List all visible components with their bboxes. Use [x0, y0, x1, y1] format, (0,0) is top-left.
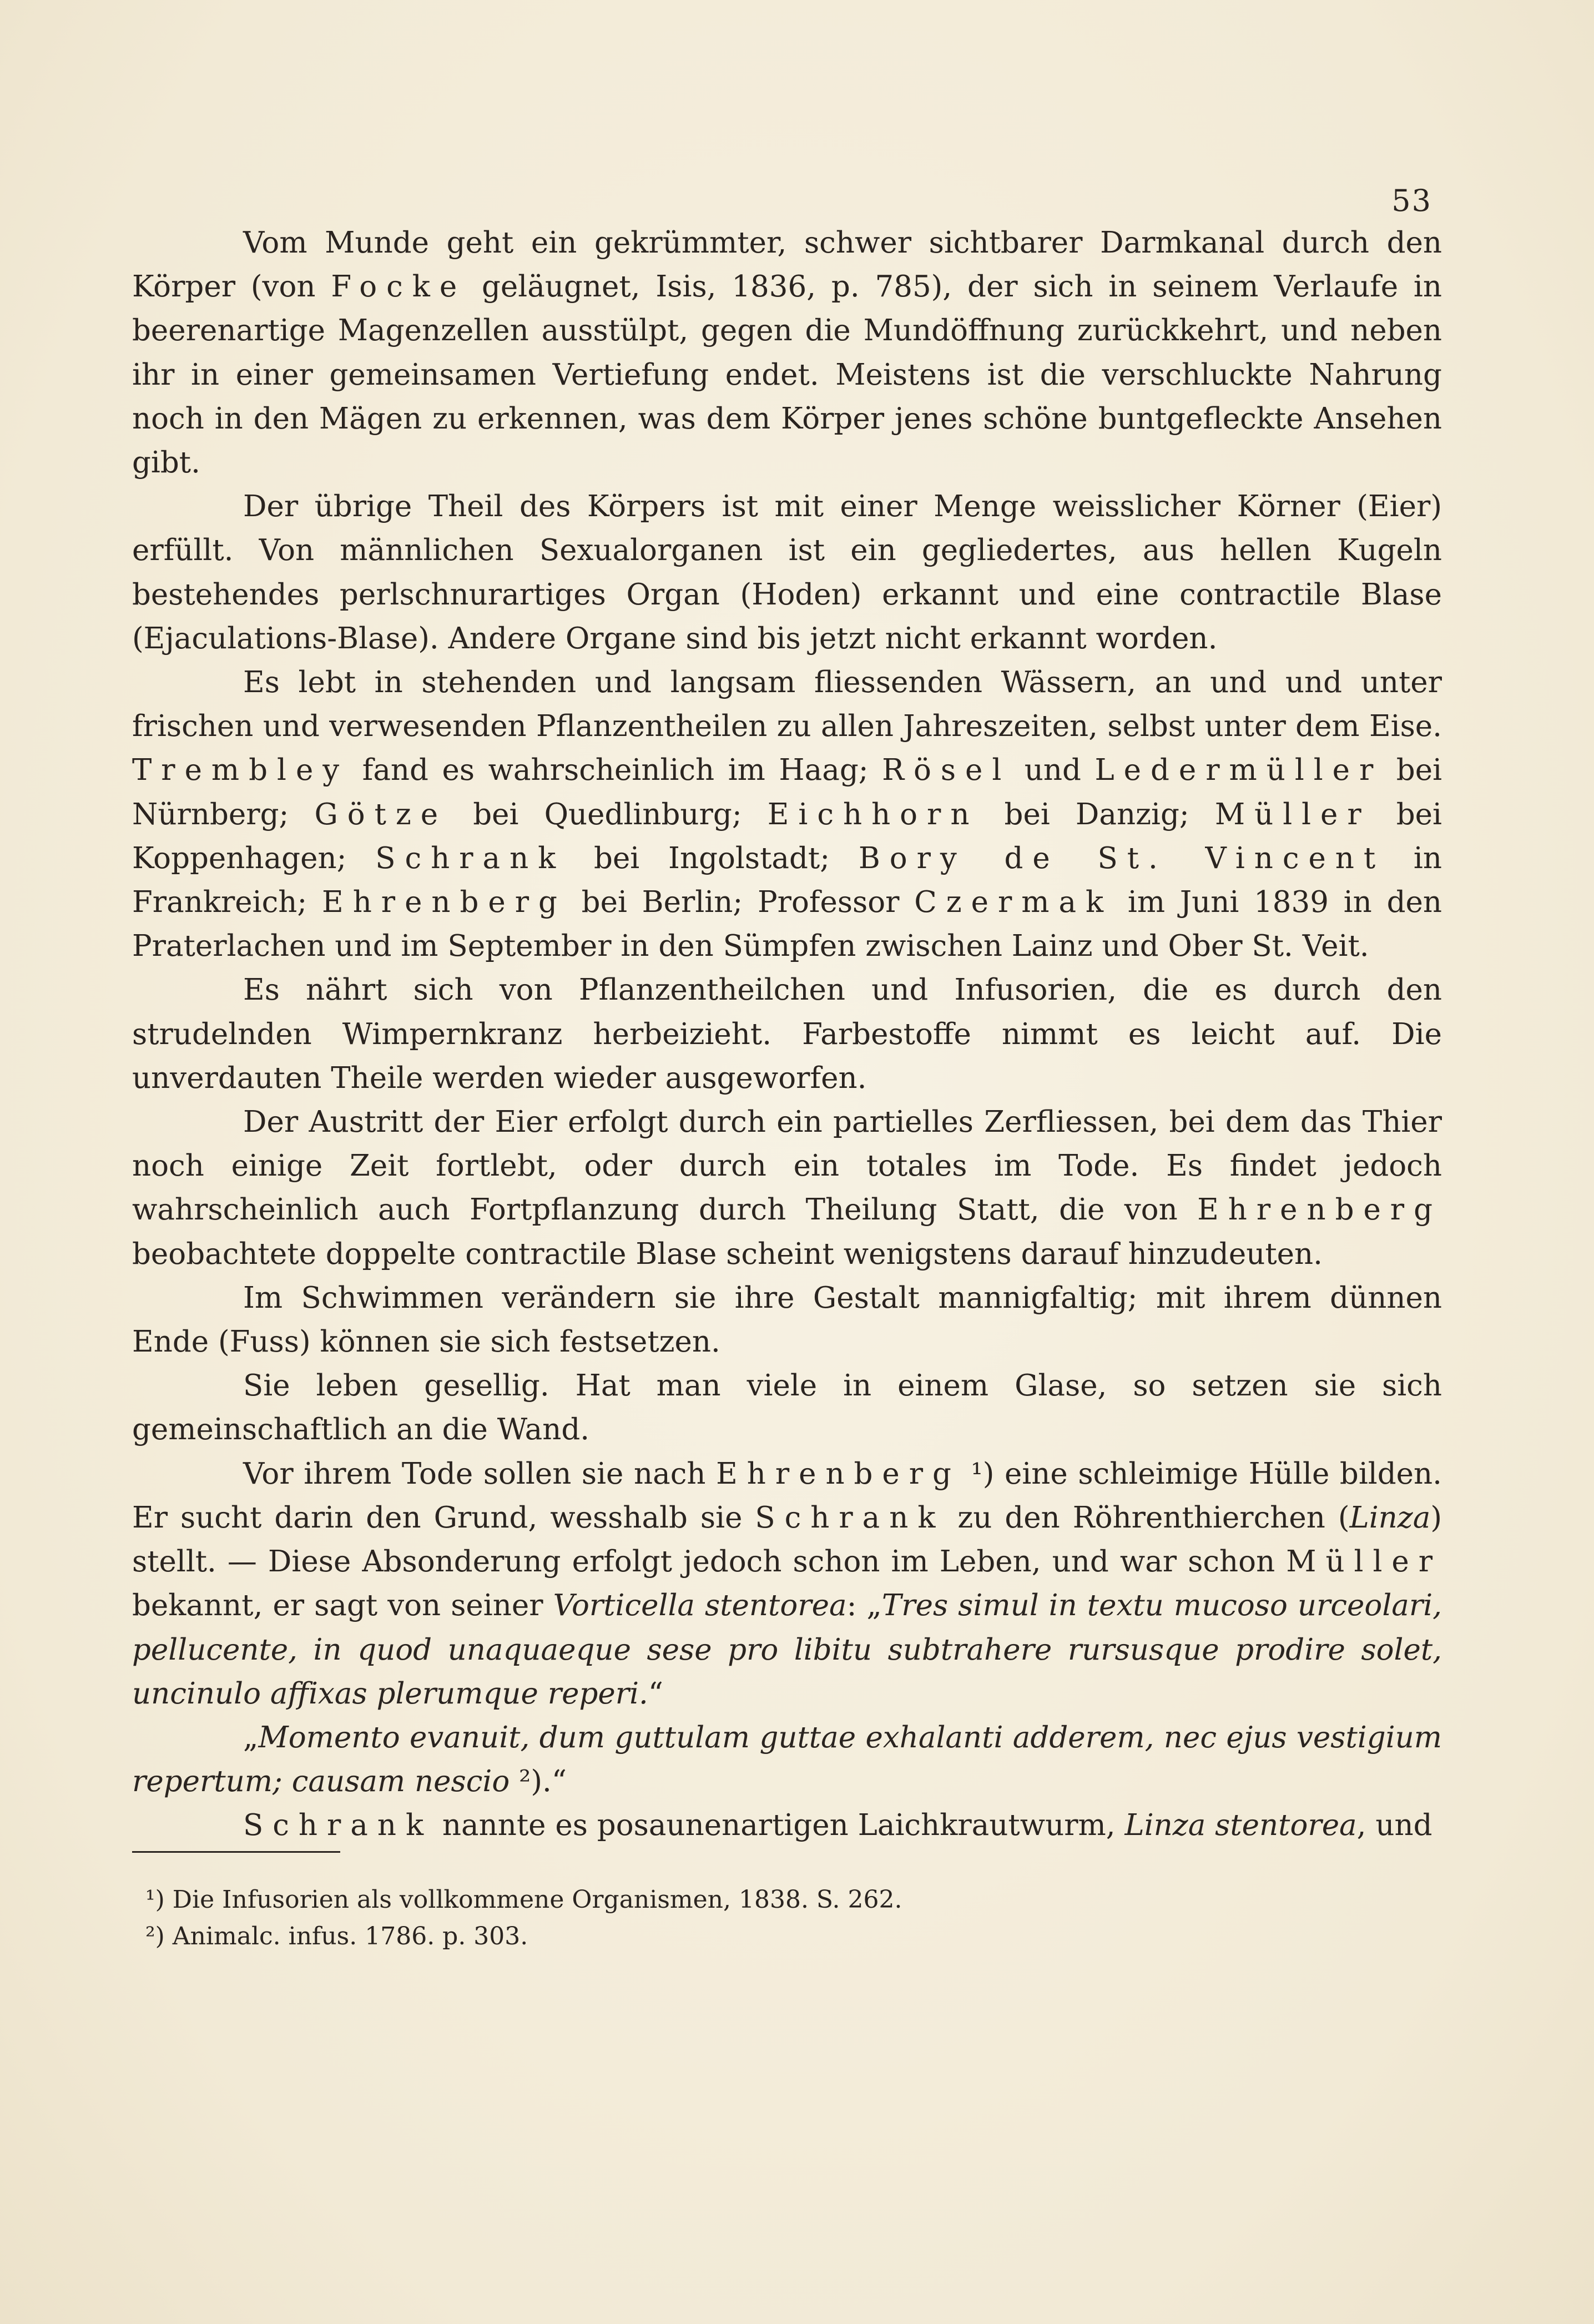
paragraph: [132, 1364, 1442, 1451]
text-run: fand es wahrscheinlich im Haag;: [349, 753, 882, 788]
spaced-name: Ehrenberg: [322, 885, 567, 920]
spaced-name: Focke: [331, 270, 467, 304]
paragraph: [132, 1452, 1442, 1716]
paragraph: [132, 1276, 1442, 1364]
paragraph: [132, 1100, 1442, 1276]
spaced-name: Schrank: [375, 841, 566, 875]
paragraph: [132, 1803, 1442, 1847]
spaced-name: Ledermüller: [1094, 753, 1383, 788]
footnote-text: Animalc. infus. 1786. p. 303.: [164, 1922, 528, 1950]
spaced-name: Götze: [314, 797, 448, 831]
footnote-2: [145, 1918, 1200, 1955]
paragraph: [132, 221, 1442, 485]
text-run: bei Nürnberg;: [132, 753, 1442, 831]
text-run: bei Berlin; Professor: [566, 885, 915, 920]
text-run: Es lebt in stehenden und langsam fliessenden Wässern, an und und unter frischen und verwesenden Pflanzentheilen zu allen Jahreszeiten, selbst unter dem Eise.: [132, 666, 1442, 744]
footnote-1: [145, 1882, 1200, 1918]
spaced-name: Eichhorn: [767, 797, 979, 831]
italic-text: Vorticella stentorea: [553, 1589, 847, 1623]
text-run: „: [243, 1720, 259, 1755]
text-run: geläugnet, Isis, 1836, p. 785), der sich in seinem Verlaufe in beerenartige Magenzellen ausstülpt, gegen die Mundöffnung zurückkehrt, und neben ihr in einer gemeinsamen Vertiefung endet. Meistens ist die verschluckte Nahrung noch in den Mägen zu erkennen, was dem Körper jenes schöne buntgefleckte Ansehen gibt.: [132, 270, 1442, 480]
body-text: [132, 221, 1442, 1848]
text-run: ¹) eine schleimige Hülle bilden. Er sucht darin den Grund, wesshalb sie: [132, 1456, 1442, 1535]
spaced-name: Müller: [1286, 1545, 1442, 1579]
italic-text: Linza: [1349, 1500, 1431, 1535]
paragraph: [132, 1716, 1442, 1803]
text-run: nannte es posaunenartigen Laichkrautwurm,: [433, 1808, 1125, 1843]
text-run: Der übrige Theil des Körpers ist mit einer Menge weisslicher Körner (Eier) erfüllt. Von männlichen Sexualorganen ist ein gegliedertes, aus hellen Kugeln bestehendes perlschnurartiges Organ (Hoden) erkannt und eine contractile Blase (Ejaculations-Blase). Andere Organe sind bis jetzt nicht erkannt worden.: [132, 490, 1442, 656]
paragraph: [132, 661, 1442, 968]
spaced-name: Ehrenberg: [716, 1456, 961, 1491]
page-number: 53: [1391, 183, 1432, 218]
text-run: in Frankreich;: [132, 841, 1442, 920]
text-run: Vor ihrem Tode sollen sie nach: [243, 1456, 717, 1491]
text-run: bei Quedlinburg;: [447, 797, 768, 831]
text-run: Es nährt sich von Pflanzentheilchen und Infusorien, die es durch den strudelnden Wimpernkranz herbeizieht. Farbestoffe nimmt es leicht auf. Die unverdauten Theile werden wieder ausgeworfen.: [132, 973, 1442, 1095]
spaced-name: Müller: [1214, 797, 1371, 831]
italic-text: Momento evanuit, dum guttulam guttae exhalanti adderem, nec ejus vestigium repertum; causam nescio: [132, 1720, 1442, 1799]
footnote-marker: ²): [145, 1922, 165, 1950]
text-run: bei Danzig;: [978, 797, 1215, 831]
spaced-name: Ehrenberg: [1197, 1193, 1442, 1227]
text-run: beobachtete doppelte contractile Blase scheint wenigstens darauf hinzudeuten.: [132, 1237, 1323, 1271]
text-run: bekannt, er sagt von seiner: [132, 1589, 553, 1623]
spaced-name: Rösel: [882, 753, 1011, 788]
paragraph: [132, 968, 1442, 1100]
text-run: Im Schwimmen verändern sie ihre Gestalt mannigfaltig; mit ihrem dünnen Ende (Fuss) können sie sich festsetzen.: [132, 1281, 1442, 1359]
italic-text: Tres simul in textu mucoso urceolari, pellucente, in quod unaquaeque sese pro libitu subtrahere rursusque prodire solet, uncinulo affixas plerumque reperi.: [132, 1589, 1442, 1711]
text-run: bei Koppenhagen;: [132, 797, 1442, 875]
text-run: bei Ingolstadt;: [565, 841, 859, 875]
text-run: , und: [1356, 1808, 1432, 1843]
spaced-name: Czermak: [914, 885, 1113, 920]
footnote-marker: ¹): [145, 1886, 165, 1914]
text-run: im Juni 1839 in den Praterlachen und im September in den Sümpfen zwischen Lainz und Ober St. Veit.: [132, 885, 1442, 964]
footnote-divider: [132, 1851, 340, 1853]
text-run: ²).“: [510, 1765, 567, 1799]
text-run: Sie leben gesellig. Hat man viele in einem Glase, so setzen sie sich gemeinschaftlich an die Wand.: [132, 1369, 1442, 1447]
spaced-name: Schrank: [755, 1500, 945, 1535]
spaced-name: Trembley: [132, 753, 349, 788]
spaced-name: Bory de St. Vincent: [858, 841, 1385, 875]
text-run: : „: [846, 1589, 882, 1623]
text-run: ) stellt. — Diese Absonderung erfolgt jedoch schon im Leben, und war schon: [132, 1500, 1442, 1579]
footnotes: [145, 1882, 1200, 1955]
paragraph: [132, 485, 1442, 661]
text-run: “: [648, 1676, 663, 1711]
text-run: zu den Röhrenthierchen (: [945, 1500, 1350, 1535]
text-run: Der Austritt der Eier erfolgt durch ein partielles Zerfliessen, bei dem das Thier noch einige Zeit fortlebt, oder durch ein totales im Tode. Es findet jedoch wahrscheinlich auch Fortpflanzung durch Theilung Statt, die von: [132, 1105, 1442, 1227]
text-run: und: [1011, 753, 1095, 788]
footnote-text: Die Infusorien als vollkommene Organismen, 1838. S. 262.: [164, 1886, 902, 1914]
spaced-name: Schrank: [243, 1808, 433, 1843]
text-run: Vom Munde geht ein gekrümmter, schwer sichtbarer Darmkanal durch den Körper (von: [132, 226, 1442, 304]
italic-text: Linza stentorea: [1124, 1808, 1357, 1843]
